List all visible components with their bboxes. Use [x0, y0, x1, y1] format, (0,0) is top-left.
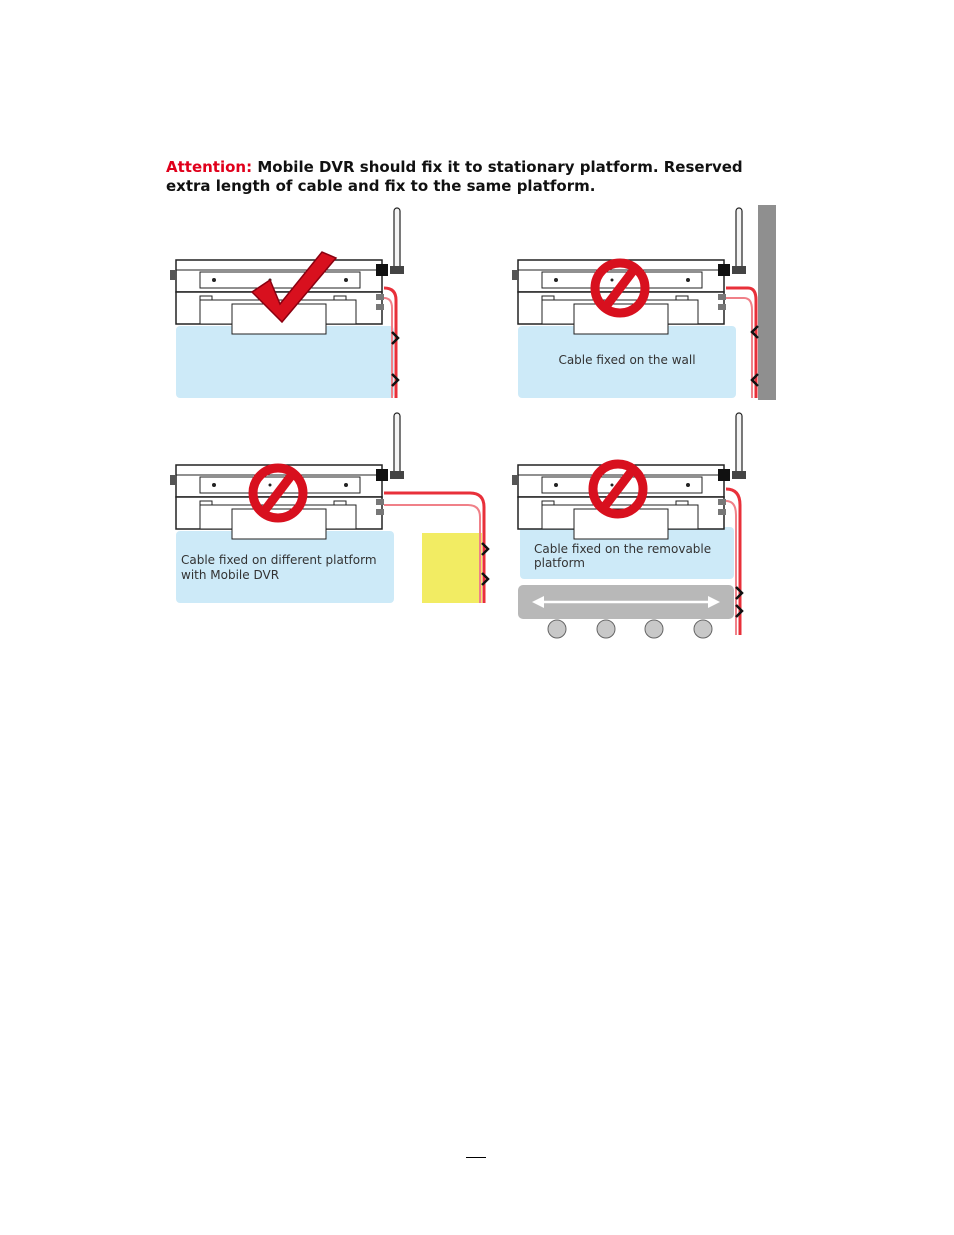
panel-removable-platform	[512, 413, 746, 638]
panel-wall	[512, 205, 776, 400]
wheel	[694, 620, 712, 638]
panel-different-platform	[170, 413, 488, 603]
panel-caption: Cable fixed on the removable	[534, 542, 712, 556]
panel-caption: with Mobile DVR	[181, 568, 280, 582]
panel-caption: Cable fixed on the wall	[558, 353, 696, 367]
page-number	[466, 1141, 486, 1158]
panel-caption: Cable fixed on different platform	[181, 553, 377, 567]
other-platform	[422, 533, 482, 603]
wheel	[645, 620, 663, 638]
wheel	[597, 620, 615, 638]
attention-text: Mobile DVR should fix it to stationary platform. Reserved extra length of cable and fix to the same platform.	[166, 158, 743, 195]
panel-correct	[170, 208, 404, 398]
wheel	[548, 620, 566, 638]
installation-diagram	[170, 200, 790, 645]
platform-box	[176, 326, 394, 398]
panel-caption: platform	[534, 556, 585, 570]
attention-note	[166, 158, 766, 196]
wall	[758, 205, 776, 400]
attention-label: Attention:	[166, 158, 253, 176]
platform-box	[176, 531, 394, 603]
